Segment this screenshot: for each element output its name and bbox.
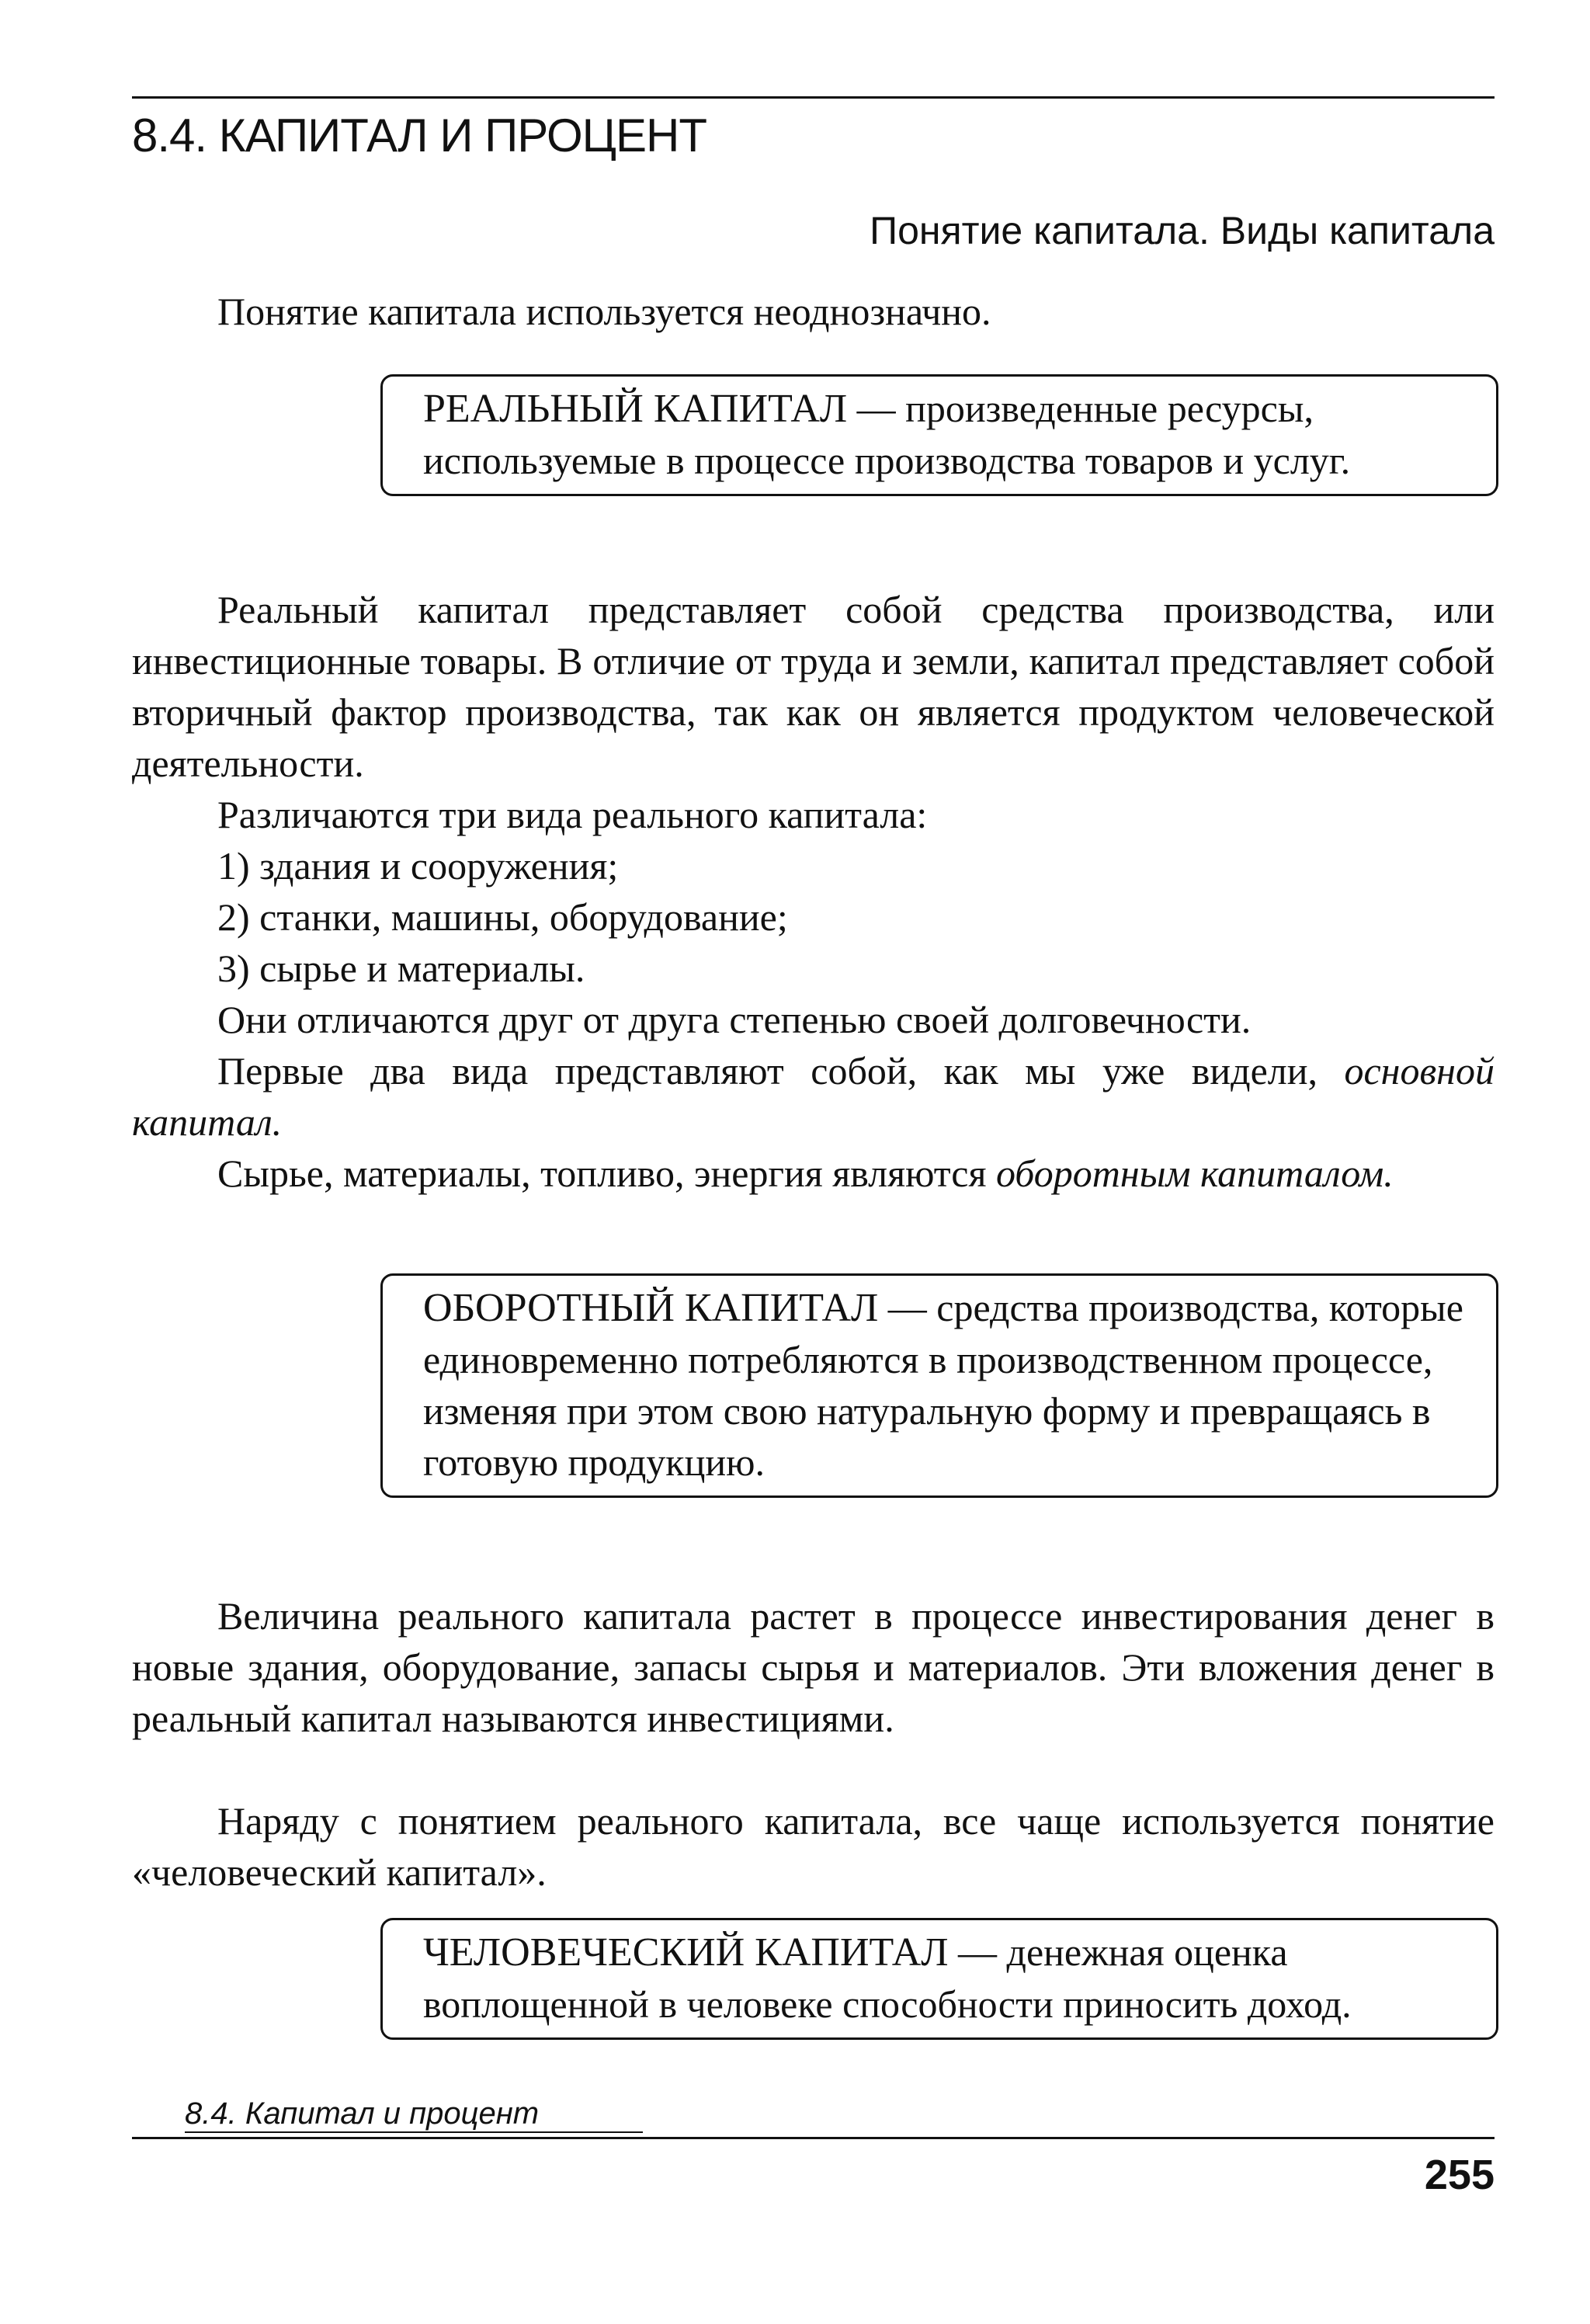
footer-text-underline [185,2131,643,2133]
definition-box-human-capital [380,1918,1498,2040]
definition-term: РЕАЛЬНЫЙ КАПИТАЛ [423,387,848,431]
paragraph-text: Сырье, материалы, топливо, энергия являются [217,1152,987,1195]
footer-rule [132,2137,1495,2139]
paragraph-working-capital [132,1148,1495,1199]
page-number: 255 [1424,2152,1495,2198]
term-working-capital-end: капиталом. [1199,1152,1394,1195]
list-item: 3) сырье и материалы. [217,947,585,990]
book-page [132,0,1495,2324]
paragraph-fixed-capital [132,1045,1495,1148]
term-working-capital: оборотным [995,1152,1191,1195]
list-item: 1) здания и сооружения; [217,844,619,888]
top-rule [132,96,1495,99]
paragraph-durability: Они отличаются друг от друга степенью своей долговечности. [217,998,1252,1041]
definition-text: — денежная оценка воплощенной в человеке способности приносить доход. [423,1930,1352,2026]
paragraph-investment: Величина реального капитала растет в процессе инвестирования денег в новые здания, оборудование, запасы сырья и материалов. Эти вложения денег в реальный капитал называются инвестициями. [132,1594,1495,1740]
definition-term: ОБОРОТНЫЙ КАПИТАЛ [423,1286,879,1330]
intro-paragraph: Понятие капитала используется неоднозначно. [217,290,991,333]
paragraph-human-capital: Наряду с понятием реального капитала, все чаще используется понятие «человеческий капитал». [132,1799,1495,1894]
definition-box-working-capital [380,1273,1498,1498]
paragraph-types-intro: Различаются три вида реального капитала: [217,793,928,836]
subsection-title: Понятие капитала. Виды капитала [870,209,1495,252]
paragraph-real-capital: Реальный капитал представляет собой средства производства, или инвестиционные товары. В отличие от труда и земли, капитал представляет собой вторичный фактор производства, так как он является продуктом человеческой деятельности. [132,588,1495,785]
definition-text: — средства производства, которые единовременно потребляются в производственном процессе, изменяя при этом свою натуральную форму и превращаясь в готовую продукцию. [423,1286,1463,1484]
term-fixed-capital: основной капитал. [132,1049,1495,1144]
definition-box-real-capital [380,374,1498,496]
footer-section-title: 8.4. Капитал и процент [185,2096,540,2131]
definition-term: ЧЕЛОВЕЧЕСКИЙ КАПИТАЛ [423,1930,949,1975]
paragraph-text: Первые два вида представляют собой, как мы уже видели, [217,1049,1317,1093]
definition-text: — произведенные ресурсы, используемые в процессе производства товаров и услуг. [423,387,1351,482]
list-item: 2) станки, машины, оборудование; [217,895,788,939]
section-title: 8.4. КАПИТАЛ И ПРОЦЕНТ [132,109,707,162]
